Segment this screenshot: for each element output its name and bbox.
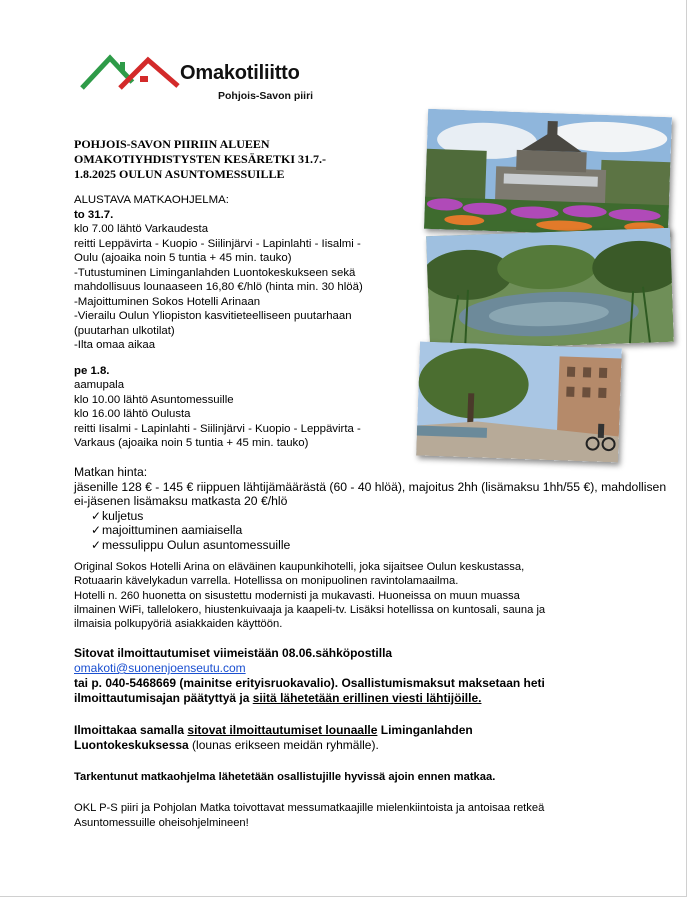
checkmark-icon: ✓ — [91, 523, 102, 538]
price-text: jäsenille 128 € - 145 € riippuen lähtijämäärästä (60 - 40 hlöä), majoitus 2hh (lisämaksu 1hh/55 €), mahdollisen ei-jäsenen lisämaksu matkasta 20 €/hlö — [74, 479, 667, 509]
list-item: ✓ majoittuminen aamiaisella — [91, 523, 243, 538]
program-heading: ALUSTAVA MATKAOHJELMA: — [74, 194, 229, 206]
photo-waterfront-street — [416, 342, 622, 463]
price-heading: Matkan hinta: — [74, 465, 148, 479]
hotel-description: Original Sokos Hotelli Arina on eläväinen kaupunkihotelli, joka sijaitsee Oulun keskustassa, Rotuaarin kävelykadun varrella. Hotellissa on monipuolinen ravintolamaailma. Hotelli n. 260 huonetta on sisustettu modernisti ja mukavasti. Huoneissa on muun muassa ilmainen WiFi, tallelokero, hiustenkuivaaja ja kaapeli-tv. Lisäksi hotellissa on kuntosali, sauna ja ilmaisia polkupyöriä asiakkaiden käyttöön. — [74, 561, 546, 631]
lunch-registration: Ilmoittakaa samalla sitovat ilmoittautumiset lounaalle Liminganlahden Luontokeskuksessa (lounas erikseen meidän ryhmälle). — [74, 723, 473, 752]
day1-label: to 31.7. — [74, 208, 114, 221]
logo-subtitle: Pohjois-Savon piiri — [218, 90, 314, 102]
closing-greeting: OKL P-S piiri ja Pohjolan Matka toivottavat messumatkaajille mielenkiintoista ja antoisaa retkeä Asuntomessuille oheisohjelmineen! — [74, 802, 545, 829]
list-item: ✓ kuljetus — [91, 508, 144, 523]
program-update-note: Tarkentunut matkaohjelma lähetetään osallistujille hyvissä ajoin ennen matkaa. — [74, 771, 496, 783]
price-includes-list — [74, 509, 674, 553]
travel-program: ALUSTAVA MATKAOHJELMA: to 31.7. klo 7.00 lähtö Varkaudesta reitti Leppävirta - Kuopio - Siilinjärvi - Lapinlahti - Iisalmi - Oulu (ajoaika noin 5 tuntia + 45 min. tauko) -Tutustuminen Liminganlahden Luontokeskukseen sekä mahdollisuus lounaaseen 16,80 €/hlö (hinta min. 30 hlöä) -Majoittuminen Sokos Hotelli Arinaan -Vierailu Oulun Yliopiston kasvitieteelliseen puutarhaan (puutarhan ulkotilat) -Ilta omaa aikaa pe 1.8. aamupala klo 10.00 lähtö Asuntomessuille klo 16.00 lähtö Oulusta reitti Iisalmi - Lapinlahti - Siilinjärvi - Kuopio - Leppävirta - Varkaus (ajoaika noin 5 tuntia + 45 min. tauko) — [74, 193, 419, 451]
checkmark-icon: ✓ — [91, 537, 102, 552]
day2-label: pe 1.8. — [74, 364, 110, 377]
price-section — [74, 465, 674, 553]
registration-section: Sitovat ilmoittautumiset viimeistään 08.06.sähköpostilla omakoti@suonenjoenseutu.com tai p. 040-5468669 (mainitse erityisruokavalio). Osallistumismaksut maksetaan heti ilmoittautumisajan päätyttyä ja siitä lähetetään erillinen viesti lähtijöille. — [74, 646, 545, 705]
logo-name: Omakotiliitto — [180, 62, 300, 84]
photo-garden-pond — [426, 228, 674, 350]
checkmark-icon: ✓ — [91, 508, 102, 523]
list-item: ✓ messulippu Oulun asuntomessuille — [91, 537, 291, 552]
photo-pavilion — [424, 109, 672, 237]
email-link[interactable]: omakoti@suonenjoenseutu.com — [74, 661, 246, 675]
document-title: POHJOIS-SAVON PIIRIIN ALUEEN OMAKOTIYHDISTYSTEN KESÄRETKI 31.7.- 1.8.2025 OULUN ASUNTOMESSUILLE — [74, 137, 327, 181]
